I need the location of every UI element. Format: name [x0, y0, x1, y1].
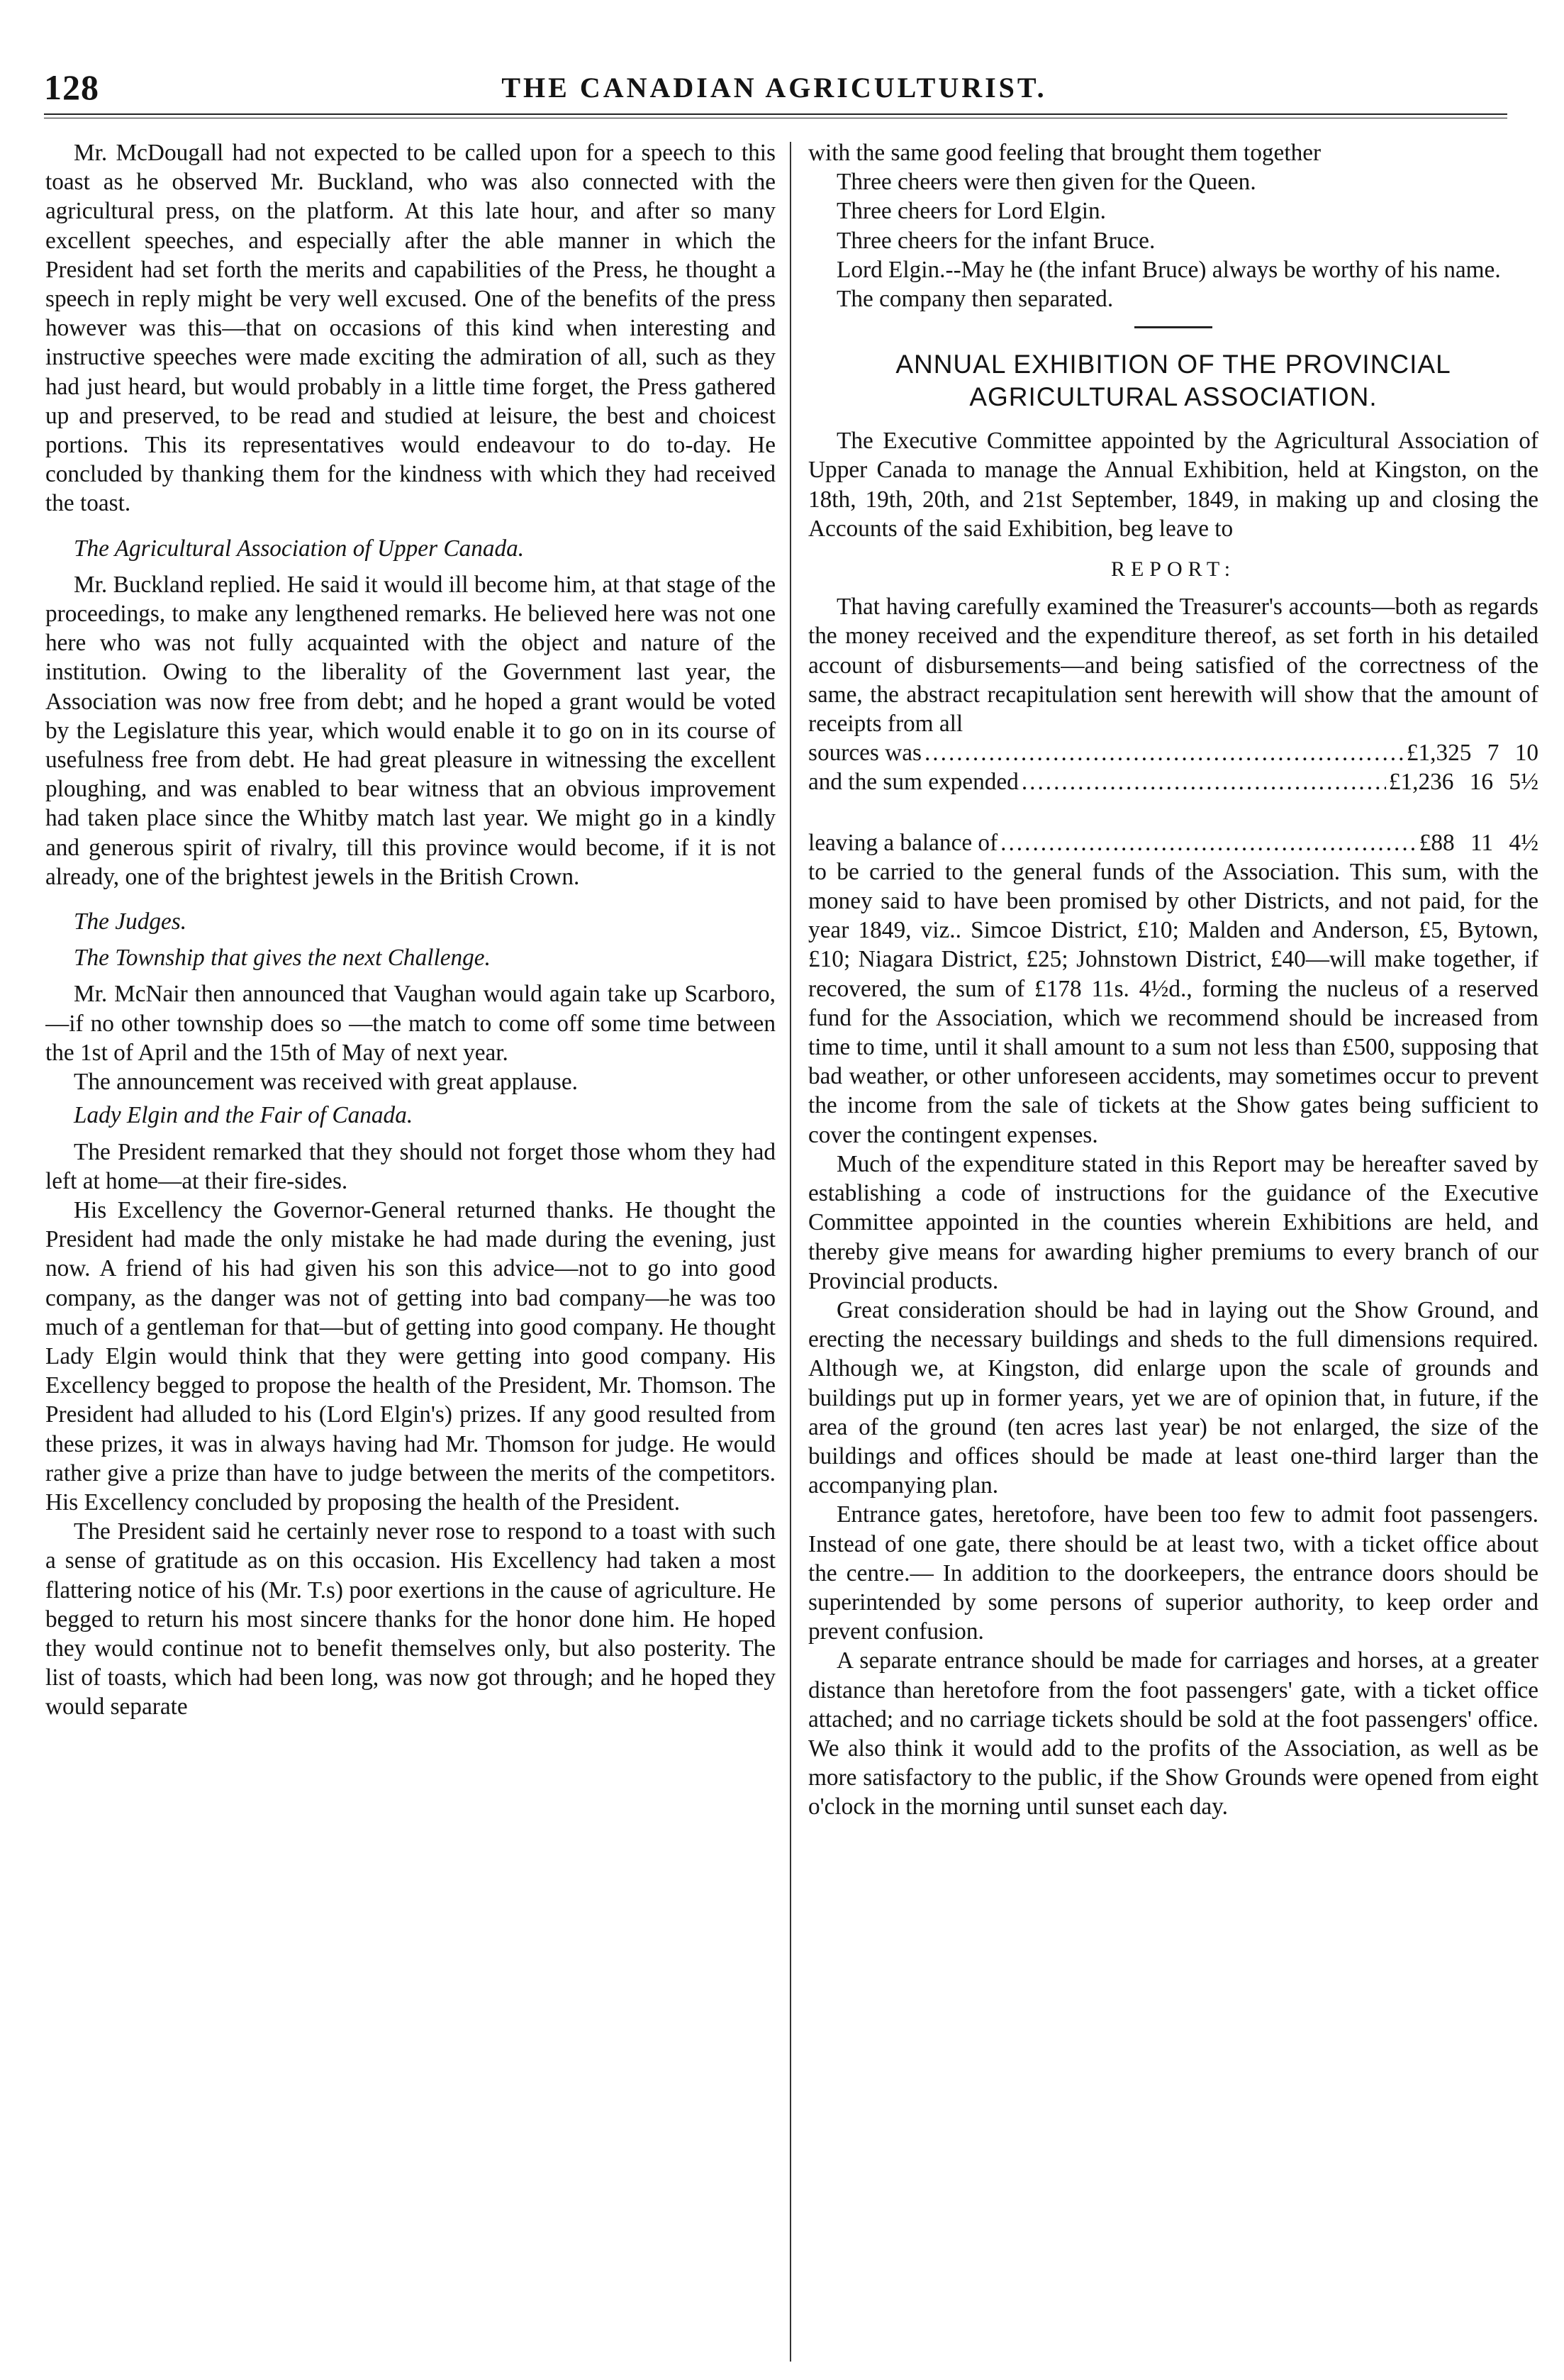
president-remark-paragraph: The President remarked that they should not forget those whom they had left at home—at their fire-sides. — [45, 1138, 776, 1194]
heading-line-2: AGRICULTURAL ASSOCIATION. — [969, 382, 1378, 412]
toast-lady-elgin: Lady Elgin and the Fair of Canada. — [74, 1102, 413, 1129]
ledger-leader-dots — [1000, 828, 1417, 857]
ledger-expended-label: and the sum expended — [808, 769, 1019, 796]
mcnair-paragraph: Mr. McNair then announced that Vaughan would again take up Scarboro,—if no other township does so —the match to come off some time between the 1st of April and the 15th of May of next year. — [45, 981, 776, 1066]
running-title: THE CANADIAN AGRICULTURIST. — [501, 72, 1047, 104]
section-heading — [808, 348, 1538, 413]
toast-agricultural-association: The Agricultural Association of Upper Canada. — [74, 535, 525, 562]
ledger-receipts-amount: £1,325 7 10 — [1406, 740, 1538, 767]
report-paragraph-2: to be carried to the general funds of the Association. This sum, with the money said to have been promised by other Districts, and not paid, for the year 1849, viz.. Simcoe District, £10; Malden and Anderson, £5, Bytown, £10; Niagara District, £25; Johnstown District, £40—will make together, if recovered, the sum of £178 11s. 4½d., forming the nucleus of a reserved fund for the Association, which we recommend should be increased from time to time, until it shall amount to a sum not less than £500, supposing that bad weather, or other unforeseen accidents, may sometimes occur to prevent the income from the sale of tickets at the Show gates being sufficient to cover the contingent expenses. — [808, 858, 1538, 1148]
toast-judges: The Judges. — [74, 908, 187, 935]
cheers-queen: Three cheers were then given for the Queen. — [837, 169, 1256, 196]
ledger-leader-dots — [1022, 767, 1386, 796]
ledger-row-receipts — [808, 738, 1538, 767]
ledger-expended-amount: £1,236 16 5½ — [1388, 769, 1538, 796]
report-paragraph-1: That having carefully examined the Treasurer's accounts—both as regards the money received and the expenditure thereof, as set forth in his detailed account of disbursements—and being satisfied of the correctness of the same, the abstract recapitulation sent herewith will show that the amount of receipts from all — [808, 594, 1538, 738]
left-column — [45, 138, 776, 2365]
ledger-balance-amount: £88 11 4½ — [1419, 829, 1538, 856]
ledger-leader-dots — [925, 738, 1404, 767]
header-rule — [44, 113, 1507, 118]
right-column — [808, 138, 1538, 2365]
page-number: 128 — [44, 67, 99, 107]
lord-elgin-reply: Lord Elgin.--May he (the infant Bruce) always be worthy of his name. — [837, 256, 1501, 283]
heading-line-1: ANNUAL EXHIBITION OF THE PROVINCIAL — [895, 350, 1451, 379]
report-paragraph-5: Entrance gates, heretofore, have been too few to admit foot passengers. Instead of one gate, there should be at least two, with a ticket office about the centre.— In addition to the doorkeepers, the entrance doors should be superintended by some persons of superior authority, to keep order and prevent confusion. — [808, 1501, 1538, 1645]
report-paragraph-3: Much of the expenditure stated in this Report may be hereafter saved by establishing a code of instructions for the guidance of the Executive Committee appointed in the counties wherein Exhibitions are held, and thereby give means for awarding higher premiums to every branch of our Provincial products. — [808, 1150, 1538, 1294]
governor-general-paragraph: His Excellency the Governor-General returned thanks. He thought the President had made the only mistake he had made during the evening, just now. A friend of his had given his son this advice—not to go into good company, as the danger was not of getting into bad company—he was too much of a gentleman for that—but of getting into good company. He thought Lady Elgin would think that they were getting into good company. His Excellency begged to propose the health of the President, Mr. Thomson. The President had alluded to his (Lord Elgin's) prizes. If any good resulted from these prizes, it was in always having had Mr. Thomson for judge. He would rather give a prize than have to judge between the merits of the competitors. His Excellency concluded by proposing the health of the President. — [45, 1196, 776, 1516]
applause-paragraph: The announcement was received with great applause. — [74, 1069, 578, 1096]
report-paragraph-6: A separate entrance should be made for carriages and horses, at a greater distance than heretofore from the foot passengers' gate, with a ticket office attached; and no carriage tickets should be sold at the foot passengers' office. We also think it would add to the profits of the Association, as well as be more satisfactory to the public, if the Show Grounds were opened from eight o'clock in the morning until sunset each day. — [808, 1647, 1538, 1820]
buckland-paragraph: Mr. Buckland replied. He said it would ill become him, at that stage of the proceedings, to make any lengthened remarks. He believed here was not one here who was not fully acquainted with the object and nature of the institution. Owing to the liberality of the Government last year, the Association was now free from debt; and he hoped a grant would be voted by the Legislature this year, which would enable it to go on in its course of usefulness free from debt. He had great pleasure in witnessing the excellent ploughing, and was enabled to bear witness that an obvious improvement had taken place since the Whitby match last year. We might go in a kindly and generous spirit of rivalry, till this province would become, if it is not already, one of the brightest jewels in the British Crown. — [45, 571, 776, 890]
section-divider — [1134, 326, 1212, 328]
mcdougall-paragraph: Mr. McDougall had not expected to be called upon for a speech to this toast as he observed Mr. Buckland, who was also connected with the agricultural press, on the platform. At this late hour, and after so many excellent speeches, and especially after the able manner in which the President had set forth the merits and capabilities of the Press, he thought a speech in reply might be very well excused. One of the benefits of the press however was this—that on occasions of this kind when interesting and instructive speeches were made exciting the admiration of all, such as they had just heard, but would probably in a little time forget, the Press gathered up and preserved, to be read and studied at leisure, the best and choicest portions. This its representatives would endeavour to do to-day. He concluded by thanking them for the kindness with which they had received the toast. — [45, 140, 776, 517]
ledger-balance-label: leaving a balance of — [808, 829, 998, 856]
column-rule — [790, 142, 791, 2362]
toast-township: The Township that gives the next Challenge. — [74, 945, 491, 972]
report-intro: The Executive Committee appointed by the Agricultural Association of Upper Canada to manage the Annual Exhibition, held at Kingston, on the 18th, 19th, 20th, and 21st September, 1849, in making up and closing the Accounts of the said Exhibition, beg leave to — [808, 428, 1538, 542]
continuation-line: with the same good feeling that brought them together — [808, 140, 1322, 166]
report-label: REPORT: — [1110, 557, 1236, 582]
president-response-paragraph: The President said he certainly never rose to respond to a toast with such a sense of gratitude as on this occasion. His Excellency had taken a most flattering notice of his (Mr. T.s) poor exertions in the cause of agriculture. He begged to return his most sincere thanks for the honor done him. He hoped they would continue not to benefit themselves only, but also posterity. The list of toasts, which had been long, was now got through; and he hoped they would separate — [45, 1518, 776, 1720]
ledger-receipts-label: sources was — [808, 740, 922, 767]
ledger-row-expended — [808, 767, 1538, 796]
ledger-gap — [808, 797, 1538, 828]
ledger-row-balance — [808, 828, 1538, 857]
accounts-ledger — [808, 738, 1538, 857]
cheers-lord-elgin: Three cheers for Lord Elgin. — [837, 198, 1106, 225]
page-header — [44, 67, 1504, 109]
cheers-infant-bruce: Three cheers for the infant Bruce. — [837, 227, 1156, 254]
company-separated: The company then separated. — [837, 286, 1114, 313]
report-paragraph-4: Great consideration should be had in laying out the Show Ground, and erecting the necessary buildings and sheds to the full dimensions required. Although we, at Kingston, did enlarge upon the scale of grounds and buildings put up in former years, yet we are of opinion that, in future, if the area of the ground (ten acres last year) be not enlarged, the size of the buildings and offices should be made at least one-third larger than the accompanying plan. — [808, 1296, 1538, 1499]
